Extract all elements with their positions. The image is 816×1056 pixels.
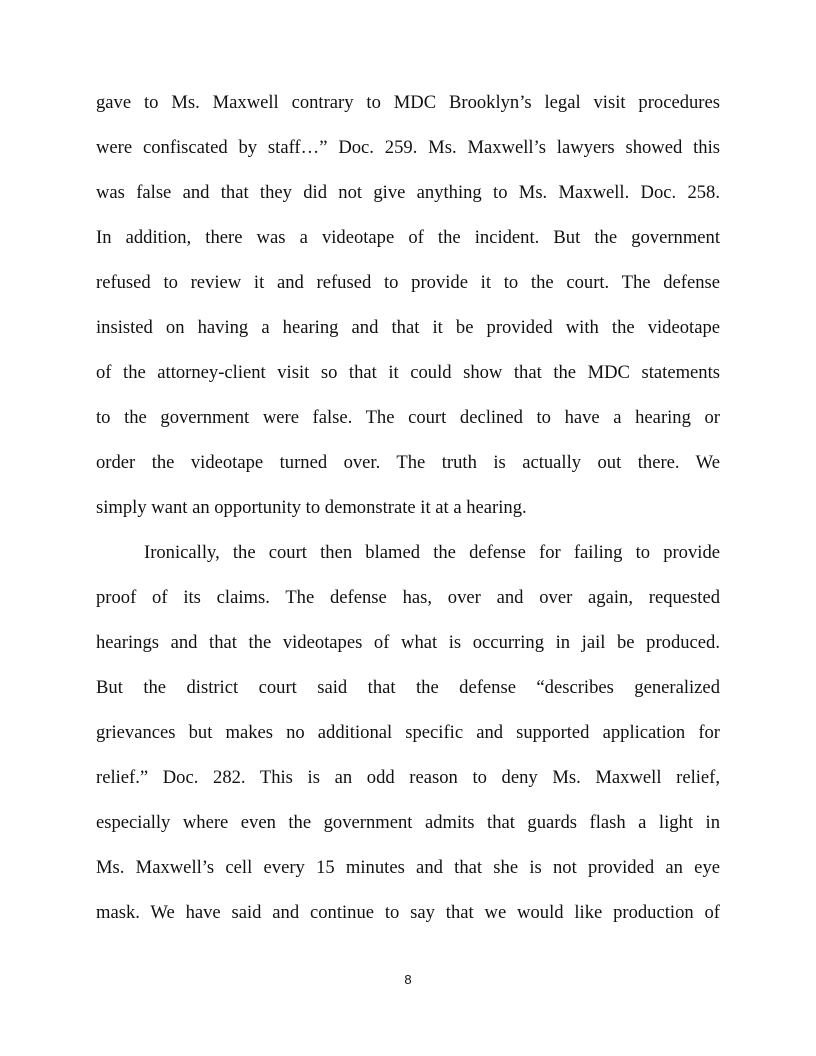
text-line: mask. We have said and continue to say that we would like production of	[96, 902, 720, 923]
text-line: especially where even the government admits that guards flash a light in	[96, 812, 720, 833]
text-line: of the attorney-client visit so that it could show that the MDC statements	[96, 362, 720, 383]
text-line: proof of its claims. The defense has, over and over again, requested	[96, 587, 720, 608]
text-line: But the district court said that the defense “describes generalized	[96, 677, 720, 698]
text-line: refused to review it and refused to provide it to the court. The defense	[96, 272, 720, 293]
text-line: relief.” Doc. 282. This is an odd reason to deny Ms. Maxwell relief,	[96, 767, 720, 788]
paragraph-first-line: Ironically, the court then blamed the defense for failing to provide	[144, 542, 720, 563]
text-line: were confiscated by staff…” Doc. 259. Ms. Maxwell’s lawyers showed this	[96, 137, 720, 158]
page-number: 8	[404, 972, 412, 987]
text-line: grievances but makes no additional specific and supported application for	[96, 722, 720, 743]
text-line: to the government were false. The court declined to have a hearing or	[96, 407, 720, 428]
text-line: gave to Ms. Maxwell contrary to MDC Brooklyn’s legal visit procedures	[96, 92, 720, 113]
text-line: hearings and that the videotapes of what is occurring in jail be produced.	[96, 632, 720, 653]
text-line: In addition, there was a videotape of the incident. But the government	[96, 227, 720, 248]
text-line: simply want an opportunity to demonstrate it at a hearing.	[96, 497, 527, 518]
text-line: order the videotape turned over. The truth is actually out there. We	[96, 452, 720, 473]
text-line: insisted on having a hearing and that it be provided with the videotape	[96, 317, 720, 338]
text-line: was false and that they did not give anything to Ms. Maxwell. Doc. 258.	[96, 182, 720, 203]
text-line: Ms. Maxwell’s cell every 15 minutes and that she is not provided an eye	[96, 857, 720, 878]
